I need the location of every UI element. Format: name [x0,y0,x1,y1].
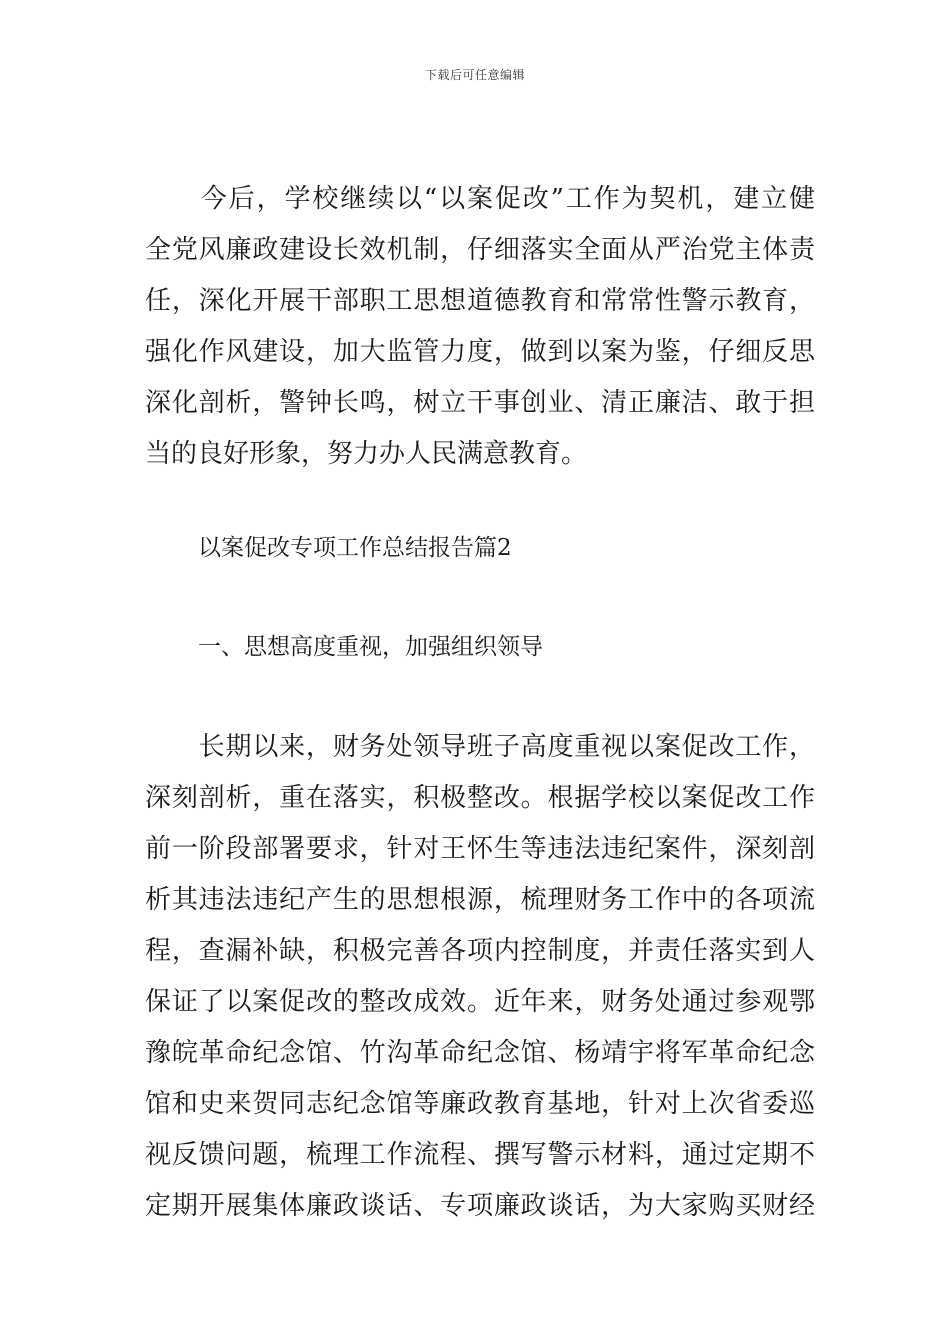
paragraph-line: 任，深化开展干部职工思想道德教育和常常性警示教育， [145,286,815,316]
paragraph-line: 深化剖析，警钟长鸣，树立干事创业、清正廉洁、敢于担 [145,388,815,418]
paragraph-line: 深刻剖析，重在落实，积极整改。根据学校以案促改工作 [145,783,815,813]
paragraph-line: 馆和史来贺同志纪念馆等廉政教育基地，针对上次省委巡 [145,1089,815,1119]
paragraph-line: 析其违法违纪产生的思想根源，梳理财务工作中的各项流 [145,885,815,915]
paragraph-line: 豫皖革命纪念馆、竹沟革命纪念馆、杨靖宇将军革命纪念 [145,1038,815,1068]
paragraph-line: 长期以来，财务处领导班子高度重视以案促改工作， [145,732,815,762]
paragraph-line: 程，查漏补缺，积极完善各项内控制度，并责任落实到人 [145,936,815,966]
subheading: 一、思想高度重视，加强组织领导 [198,634,543,660]
paragraph-conclusion [145,174,815,480]
paragraph-line: 定期开展集体廉政谈话、专项廉政谈话，为大家购买财经 [145,1191,815,1221]
paragraph-line: 强化作风建设，加大监管力度，做到以案为鉴，仔细反思 [145,337,815,367]
paragraph-line: 前一阶段部署要求，针对王怀生等违法违纪案件，深刻剖 [145,834,815,864]
paragraph-body [145,722,815,1232]
page-header: 下载后可任意编辑 [424,68,525,82]
paragraph-line: 视反馈问题，梳理工作流程、撰写警示材料，通过定期不 [145,1140,815,1170]
paragraph-line: 当的良好形象，努力办人民满意教育。 [145,439,588,469]
section-title: 以案促改专项工作总结报告篇2 [198,535,512,561]
paragraph-line: 今后，学校继续以“以案促改”工作为契机，建立健 [145,184,815,214]
paragraph-line: 保证了以案促改的整改成效。近年来，财务处通过参观鄂 [145,987,815,1017]
paragraph-line: 全党风廉政建设长效机制，仔细落实全面从严治党主体责 [145,235,815,265]
